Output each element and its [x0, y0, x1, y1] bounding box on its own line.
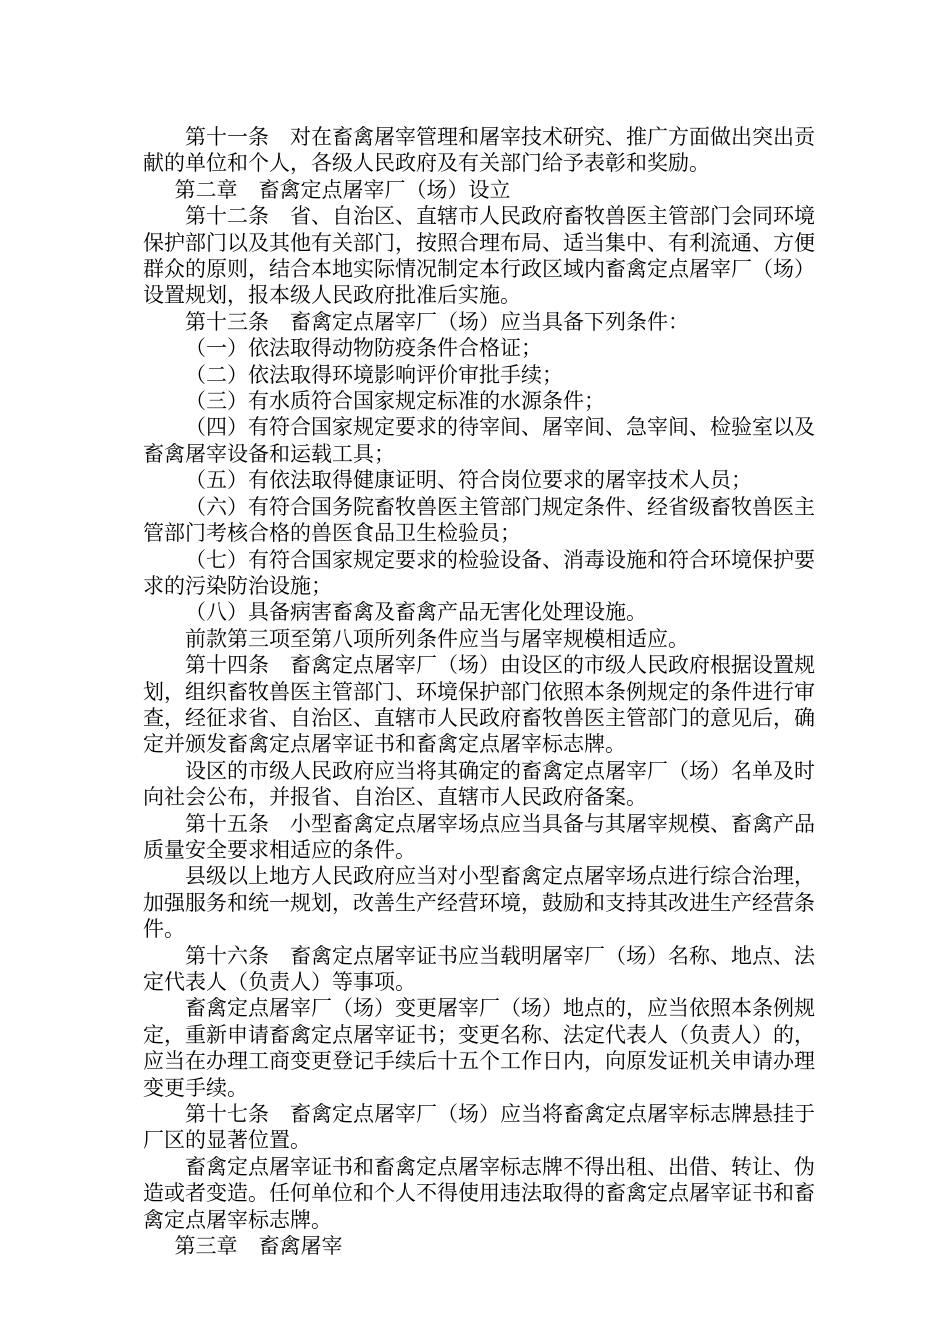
article-15: 第十五条 小型畜禽定点屠宰场点应当具备与其屠宰规模、畜禽产品质量安全要求相适应的条件。: [143, 811, 815, 862]
article-16-para-2: 畜禽定点屠宰厂（场）变更屠宰厂（场）地点的，应当依照本条例规定，重新申请畜禽定点屠宰证书；变更名称、法定代表人（负责人）的，应当在办理工商变更登记手续后十五个工作日内，向原发证机关申请办理变更手续。: [143, 996, 815, 1100]
article-13-note: 前款第三项至第八项所列条件应当与屠宰规模相适应。: [185, 626, 689, 651]
condition-4: （四）有符合国家规定要求的待宰间、屠宰间、急宰间、检验室以及畜禽屠宰设备和运载工具；: [143, 415, 815, 466]
condition-1: （一）依法取得动物防疫条件合格证；: [185, 336, 542, 361]
condition-2: （二）依法取得环境影响评价审批手续；: [185, 362, 563, 387]
condition-8: （八）具备病害畜禽及畜禽产品无害化处理设施。: [185, 600, 647, 625]
article-15-para-2: 县级以上地方人民政府应当对小型畜禽定点屠宰场点进行综合治理，加强服务和统一规划，改善生产经营环境，鼓励和支持其改进生产经营条件。: [143, 864, 815, 942]
article-16: 第十六条 畜禽定点屠宰证书应当载明屠宰厂（场）名称、地点、法定代表人（负责人）等事项。: [143, 943, 815, 994]
article-13: 第十三条 畜禽定点屠宰厂（场）应当具备下列条件：: [185, 309, 689, 334]
article-17: 第十七条 畜禽定点屠宰厂（场）应当将畜禽定点屠宰标志牌悬挂于厂区的显著位置。: [143, 1102, 815, 1153]
condition-5: （五）有依法取得健康证明、符合岗位要求的屠宰技术人员；: [185, 468, 752, 493]
document-body: [143, 124, 815, 1259]
condition-3: （三）有水质符合国家规定标准的水源条件；: [185, 389, 605, 414]
article-14-para-2: 设区的市级人民政府应当将其确定的畜禽定点屠宰厂（场）名单及时向社会公布，并报省、自治区、直辖市人民政府备案。: [143, 758, 815, 810]
article-12: 第十二条 省、自治区、直辖市人民政府畜牧兽医主管部门会同环境保护部门以及其他有关部门，按照合理布局、适当集中、有利流通、方便群众的原则，结合本地实际情况制定本行政区域内畜禽定点屠宰厂（场）设置规划，报本级人民政府批准后实施。: [143, 204, 815, 308]
article-14: 第十四条 畜禽定点屠宰厂（场）由设区的市级人民政府根据设置规划，组织畜牧兽医主管部门、环境保护部门依照本条例规定的条件进行审查，经征求省、自治区、直辖市人民政府畜牧兽医主管部门的意见后，确定并颁发畜禽定点屠宰证书和畜禽定点屠宰标志牌。: [143, 653, 815, 757]
condition-7: （七）有符合国家规定要求的检验设备、消毒设施和符合环境保护要求的污染防治设施；: [143, 547, 815, 598]
condition-6: （六）有符合国务院畜牧兽医主管部门规定条件、经省级畜牧兽医主管部门考核合格的兽医食品卫生检验员；: [143, 494, 815, 546]
chapter-2-heading: 第二章 畜禽定点屠宰厂（场）设立: [174, 177, 511, 202]
article-17-para-2: 畜禽定点屠宰证书和畜禽定点屠宰标志牌不得出租、出借、转让、伪造或者变造。任何单位和个人不得使用违法取得的畜禽定点屠宰证书和畜禽定点屠宰标志牌。: [143, 1154, 815, 1232]
article-11: 第十一条 对在畜禽屠宰管理和屠宰技术研究、推广方面做出突出贡献的单位和个人，各级人民政府及有关部门给予表彰和奖励。: [143, 125, 815, 176]
chapter-3-heading: 第三章 畜禽屠宰: [174, 1234, 343, 1259]
